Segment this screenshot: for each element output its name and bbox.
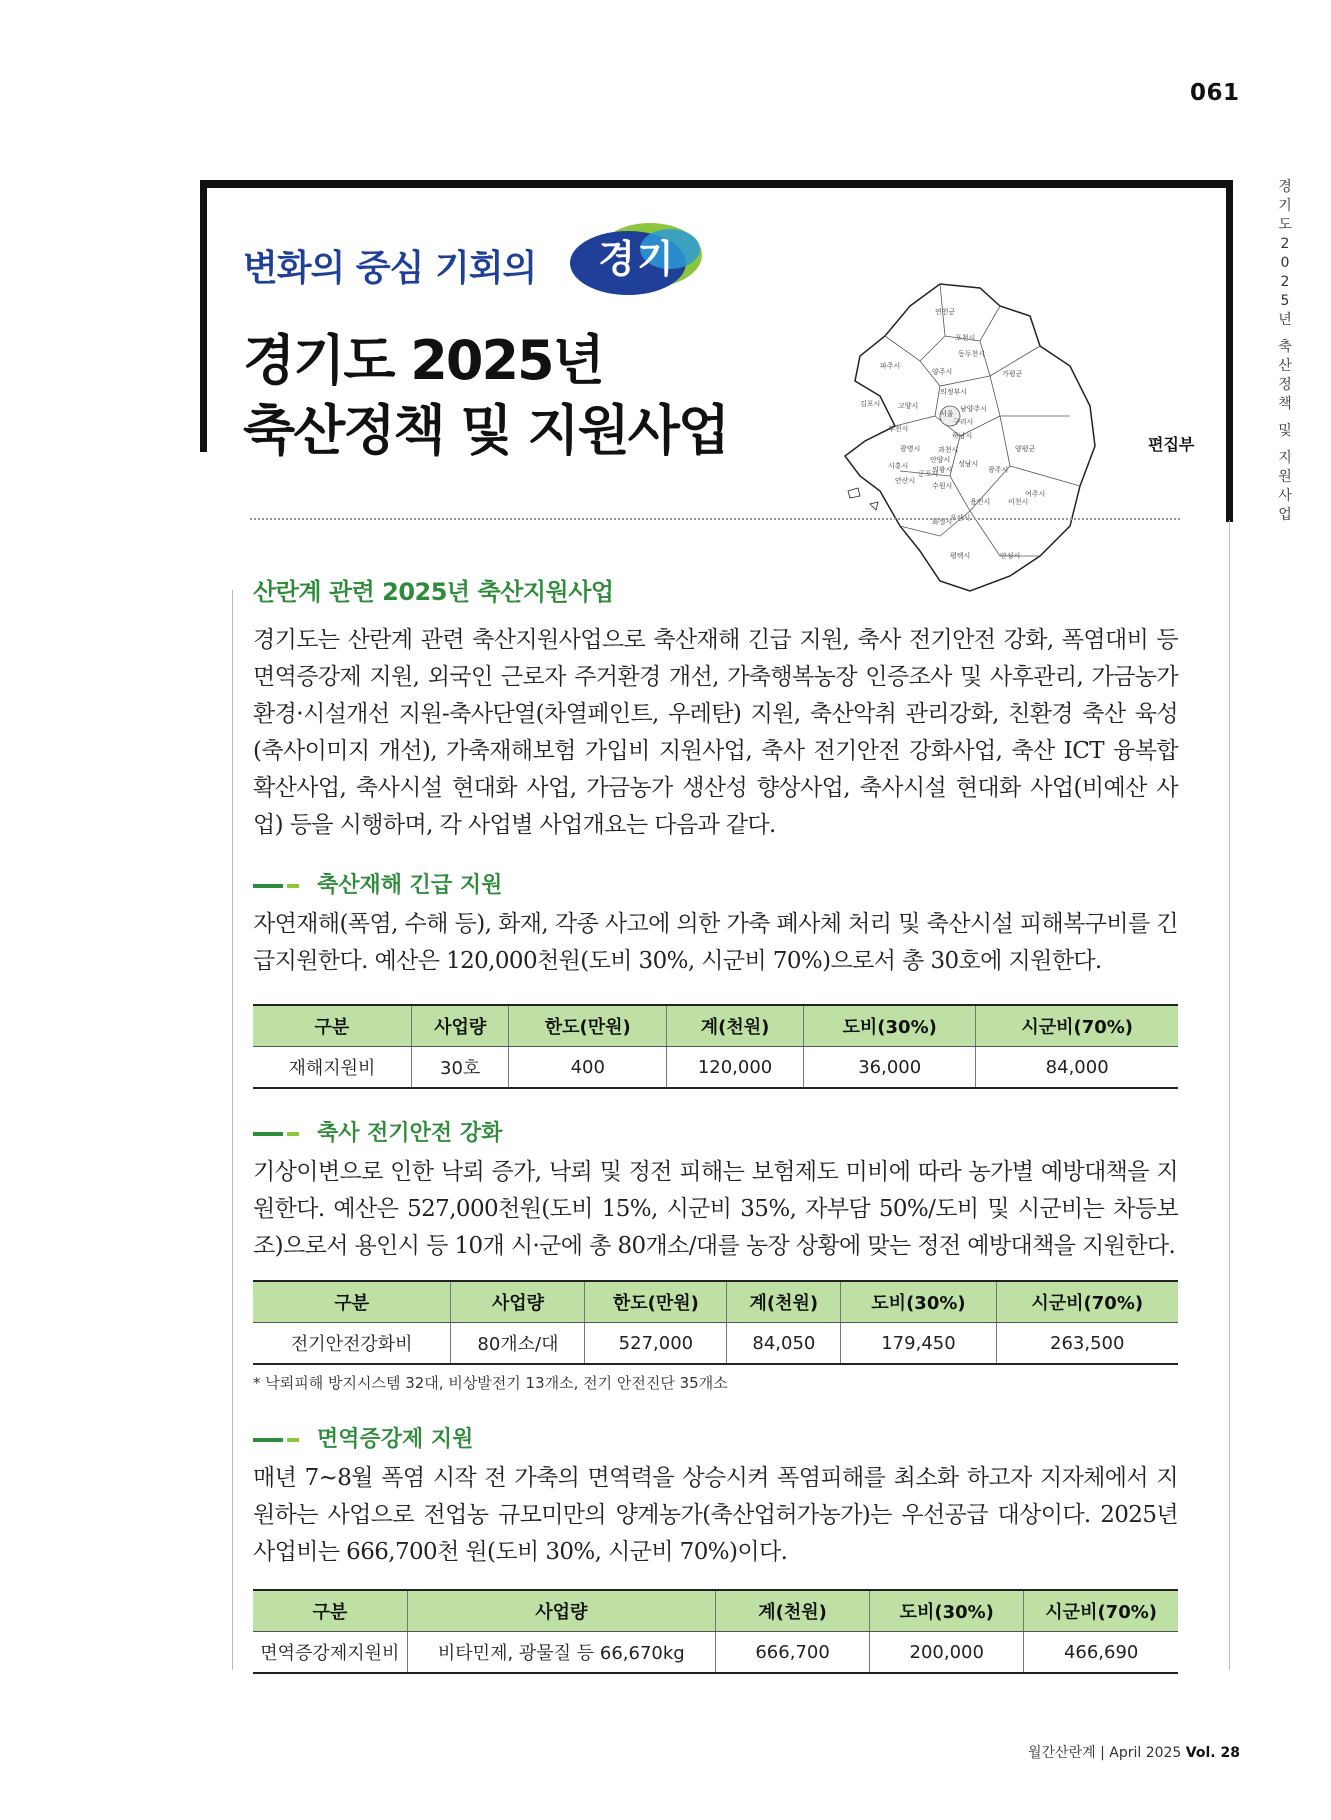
logo-text: 경기 <box>598 237 676 281</box>
vertical-title-char: 축 <box>1278 339 1292 355</box>
vertical-title-char: 산 <box>1278 358 1292 374</box>
map-label: 파주시 <box>880 362 901 370</box>
map-label: 화성시 <box>932 518 953 526</box>
map-label: 양주시 <box>932 368 953 376</box>
table-header: 도비(30%) <box>870 1590 1024 1632</box>
footer-separator: | <box>1100 1745 1110 1761</box>
table-cell: 전기안전강화비 <box>253 1323 451 1365</box>
subhead-immune-support <box>253 1422 473 1453</box>
table-row <box>253 1632 1178 1674</box>
right-rule <box>1229 520 1230 1670</box>
map-label: 여주시 <box>1025 490 1046 498</box>
map-label: 수원시 <box>932 482 953 490</box>
table-footnote: * 낙뢰피해 방지시스템 32대, 비상발전기 13개소, 전기 안전진단 35개소 <box>253 1374 728 1392</box>
vertical-title-char: 원 <box>1278 469 1292 485</box>
table-header: 한도(만원) <box>585 1281 727 1323</box>
map-label: 가평군 <box>1002 370 1023 378</box>
table-row <box>253 1323 1178 1365</box>
table-cell: 466,690 <box>1024 1632 1178 1674</box>
author: 편집부 <box>1148 435 1195 454</box>
slogan: 변화의 중심 기회의 <box>243 248 537 289</box>
table-header: 구분 <box>253 1590 407 1632</box>
table-cell: 200,000 <box>870 1632 1024 1674</box>
page-number: 061 <box>1190 80 1240 106</box>
table-header: 계(천원) <box>727 1281 841 1323</box>
subhead-electric-safety <box>253 1116 502 1147</box>
map-label: 양평군 <box>1015 445 1036 453</box>
table-header: 계(천원) <box>716 1590 870 1632</box>
disaster-table <box>253 1004 1178 1089</box>
vertical-title-char: 5 <box>1280 293 1290 309</box>
table-header: 시군비(70%) <box>976 1005 1178 1047</box>
map-label: 의왕시 <box>932 466 953 474</box>
table-cell: 120,000 <box>667 1047 804 1089</box>
table-cell: 179,450 <box>841 1323 996 1365</box>
electric-table <box>253 1280 1178 1365</box>
disaster-paragraph: 자연재해(폭염, 수해 등), 화재, 각종 사고에 의한 가축 폐사체 처리 및 축산시설 피해복구비를 긴급지원한다. 예산은 120,000천원(도비 30%, 시군비 70%)으로서 총 30호에 지원한다. <box>253 911 1178 974</box>
gyeonggi-map <box>840 276 1100 606</box>
map-label: 광명시 <box>900 445 921 453</box>
map-label: 동두천시 <box>958 350 986 358</box>
table-header: 사업량 <box>407 1590 715 1632</box>
map-label: 시흥시 <box>888 462 909 470</box>
frame-left-bar <box>200 180 207 452</box>
vertical-title-char: 2 <box>1280 236 1290 252</box>
vertical-title-char: 책 <box>1278 396 1292 412</box>
map-label: 안양시 <box>930 456 951 464</box>
immune-table <box>253 1589 1178 1674</box>
table-header: 구분 <box>253 1005 411 1047</box>
intro-paragraph: 경기도는 산란계 관련 축산지원사업으로 축산재해 긴급 지원, 축사 전기안전 강화, 폭염대비 등 면역증강제 지원, 외국인 근로자 주거환경 개선, 가축행복농장 인증조사 및 사후관리, 가금농가 환경·시설개선 지원-축사단열(차열페인트, 우레탄) 지원, 축산악취 관리강화, 친환경 축산 육성(축사이미지 개선), 가축재해보험 가입비 지원사업, 축사 전기안전 강화사업, 축산 ICT 융복합 확산사업, 축사시설 현대화 사업, 가금농가 생산성 향상사업, 축사시설 현대화 사업(비예산 사업) 등을 시행하며, 각 사업별 사업개요는 다음과 같다. <box>253 627 1178 838</box>
table-header: 도비(30%) <box>804 1005 976 1047</box>
subhead-disaster-support <box>253 868 502 899</box>
map-label: 군포시 <box>918 470 939 478</box>
vertical-running-title <box>1275 178 1295 525</box>
map-label: 연천군 <box>935 308 956 316</box>
left-rule <box>232 590 233 1670</box>
vertical-title-char: 지 <box>1278 450 1292 466</box>
map-label: 고양시 <box>898 402 919 410</box>
map-label: 김포시 <box>860 400 881 408</box>
vertical-title-char: 기 <box>1278 198 1292 214</box>
footer <box>1028 1742 1240 1762</box>
immune-paragraph: 매년 7~8월 폭염 시작 전 가축의 면역력을 상승시켜 폭염피해를 최소화 하고자 지자체에서 지원하는 사업으로 전업농 규모미만의 양계농가(축산업허가농가)는 우선공급 대상이다. 2025년 사업비는 666,700천 원(도비 30%, 시군비 70%)이다. <box>253 1465 1178 1565</box>
map-label: 의정부시 <box>940 388 968 396</box>
table-cell: 재해지원비 <box>253 1047 411 1089</box>
table-header: 한도(만원) <box>509 1005 667 1047</box>
table-cell: 527,000 <box>585 1323 727 1365</box>
table-cell: 84,000 <box>976 1047 1178 1089</box>
table-cell: 80개소/대 <box>451 1323 585 1365</box>
vertical-title-char: 사 <box>1278 488 1292 504</box>
map-label: 부천시 <box>888 425 909 433</box>
vertical-title-char: 및 <box>1278 423 1292 439</box>
table-cell: 84,050 <box>727 1323 841 1365</box>
map-islands <box>848 488 878 510</box>
section-title: 산란계 관련 2025년 축산지원사업 <box>253 578 614 606</box>
table-cell: 666,700 <box>716 1632 870 1674</box>
map-label: 서울 <box>940 410 954 418</box>
table-header: 도비(30%) <box>841 1281 996 1323</box>
frame-right-bar <box>1226 180 1233 522</box>
subhead-label: 면역증강제 지원 <box>317 1427 474 1452</box>
map-label: 과천시 <box>938 446 959 454</box>
map-label: 이천시 <box>1008 498 1029 506</box>
vertical-title-char: 업 <box>1278 507 1292 523</box>
subhead-label: 축산재해 긴급 지원 <box>317 873 503 898</box>
vertical-title-char: 0 <box>1280 255 1290 271</box>
electric-paragraph: 기상이변으로 인한 낙뢰 증가, 낙뢰 및 정전 피해는 보험제도 미비에 따라 농가별 예방대책을 지원한다. 예산은 527,000천원(도비 15%, 시군비 35%, 자부담 50%/도비 및 시군비는 차등보조)으로서 용인시 등 10개 시·군에 총 80개소/대를 농장 상황에 맞는 정전 예방대책을 지원한다. <box>253 1159 1178 1259</box>
table-header: 사업량 <box>451 1281 585 1323</box>
table-cell: 면역증강제지원비 <box>253 1632 407 1674</box>
vertical-title-char: 도 <box>1278 217 1292 233</box>
map-label: 구리시 <box>953 418 974 426</box>
map-label: 용인시 <box>970 498 991 506</box>
table-cell: 30호 <box>411 1047 509 1089</box>
subhead-label: 축사 전기안전 강화 <box>317 1121 503 1146</box>
map-label: 남양주시 <box>960 405 988 413</box>
table-header: 시군비(70%) <box>1024 1590 1178 1632</box>
map-label: 포천시 <box>955 334 976 342</box>
table-row <box>253 1047 1178 1089</box>
map-label: 성남시 <box>958 460 979 468</box>
vertical-title-char: 경 <box>1278 179 1292 195</box>
footer-volume: Vol. 28 <box>1185 1745 1240 1761</box>
vertical-title-char: 정 <box>1278 377 1292 393</box>
map-label: 안산시 <box>895 477 916 485</box>
map-label: 광주시 <box>988 466 1009 474</box>
page-title-line1: 경기도 2025년 <box>243 329 603 392</box>
table-cell: 263,500 <box>996 1323 1178 1365</box>
table-cell: 400 <box>509 1047 667 1089</box>
dotted-divider <box>250 518 1180 520</box>
vertical-title-char: 2 <box>1280 274 1290 290</box>
map-label: 안성시 <box>1000 552 1021 560</box>
map-label: 오산시 <box>950 514 971 522</box>
map-label: 하남시 <box>952 432 973 440</box>
page-title-line2: 축산정책 및 지원사업 <box>243 399 729 462</box>
table-header: 계(천원) <box>667 1005 804 1047</box>
table-cell: 비타민제, 광물질 등 66,670kg <box>407 1632 715 1674</box>
table-header: 사업량 <box>411 1005 509 1047</box>
map-label: 평택시 <box>950 552 971 560</box>
table-header: 구분 <box>253 1281 451 1323</box>
table-cell: 36,000 <box>804 1047 976 1089</box>
footer-magazine: 월간산란계 <box>1028 1745 1096 1761</box>
table-header: 시군비(70%) <box>996 1281 1178 1323</box>
footer-issue: April 2025 <box>1109 1745 1182 1761</box>
vertical-title-char: 년 <box>1278 312 1292 328</box>
